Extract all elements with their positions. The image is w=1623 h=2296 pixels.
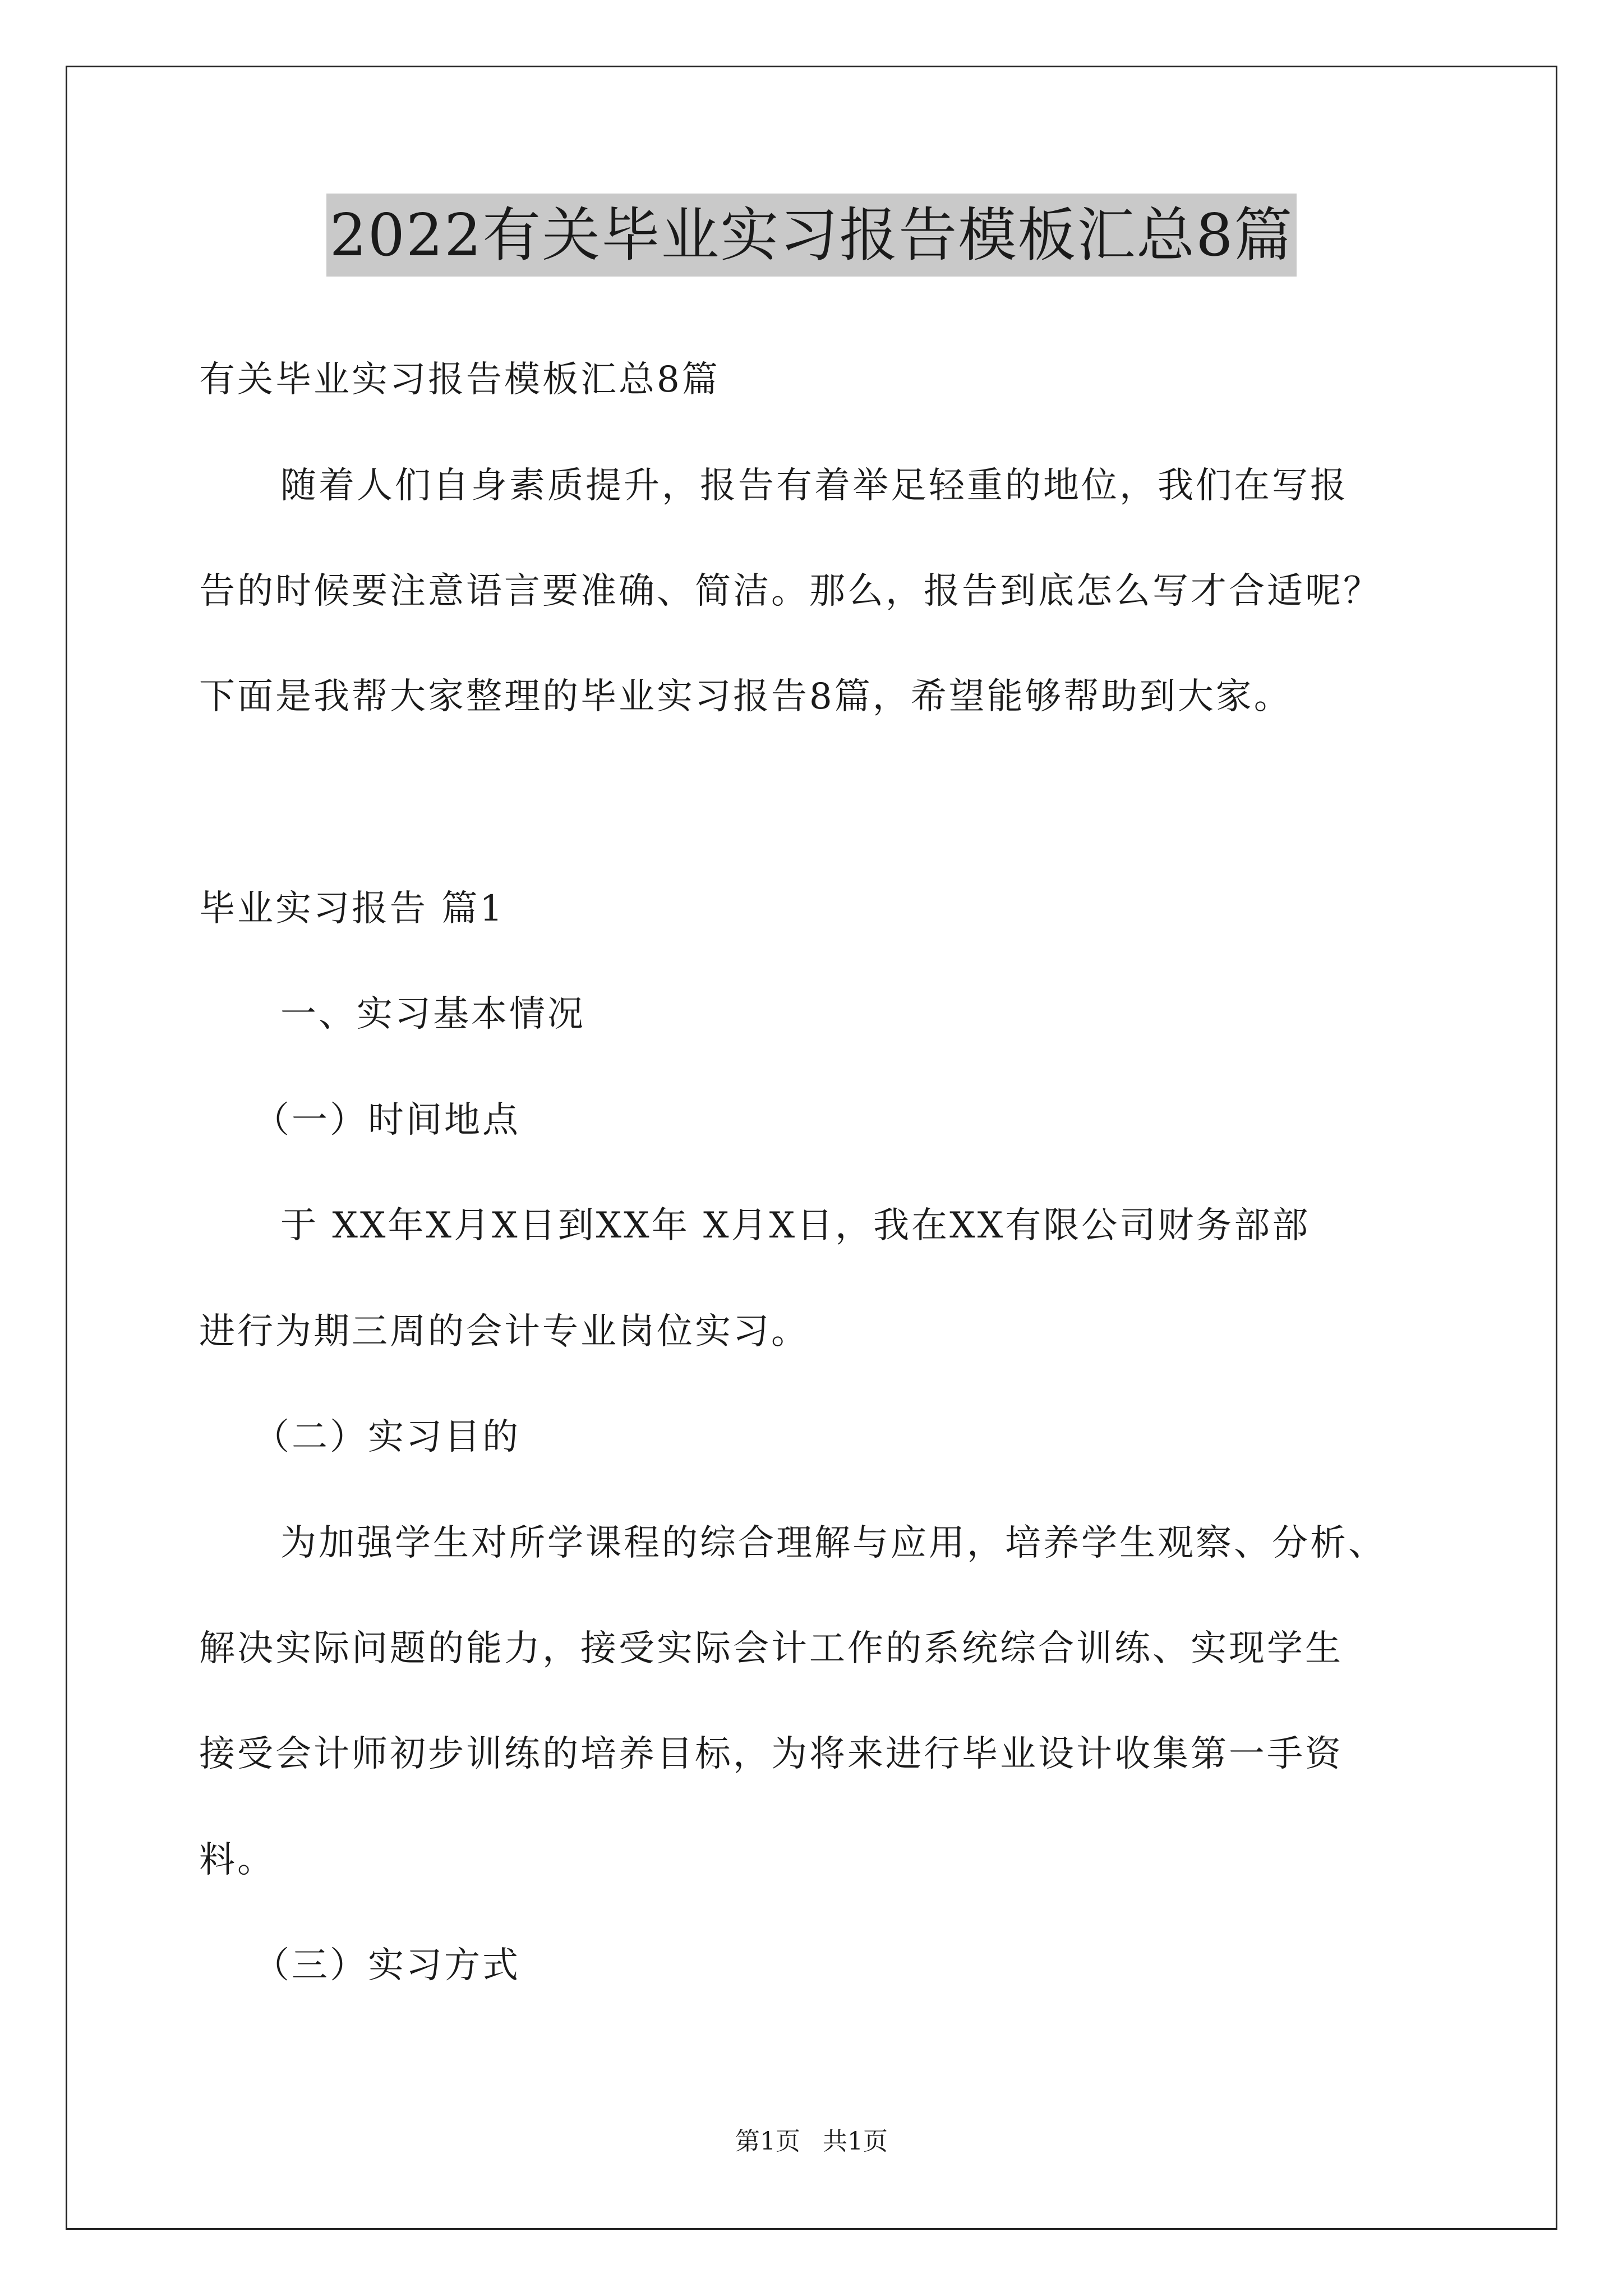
body-line: 下面是我帮大家整理的毕业实习报告8篇，希望能够帮助到大家。 [199,676,1292,717]
body-line: 告的时候要注意语言要准确、简洁。那么，报告到底怎么写才合适呢？ [199,570,1381,612]
page-footer [0,2126,1623,2157]
body-line: 为加强学生对所学课程的综合理解与应用，培养学生观察、分析、 [280,1522,1386,1564]
body-line: 随着人们自身素质提升，报告有着举足轻重的地位，我们在写报 [280,465,1348,507]
body-line: 于 XX年X月X日到XX年 X月X日，我在XX有限公司财务部部 [280,1205,1311,1246]
title-container [0,194,1623,277]
sub-heading: （一）时间地点 [253,1099,520,1141]
body-line: 解决实际问题的能力，接受实际会计工作的系统综合训练、实现学生 [199,1628,1343,1669]
document-title: 2022有关毕业实习报告模板汇总8篇 [326,194,1297,277]
body-line: 接受会计师初步训练的培养目标，为将来进行毕业设计收集第一手资 [199,1733,1343,1775]
page-number: 第1页 [735,2127,800,2156]
subtitle-line: 有关毕业实习报告模板汇总8篇 [199,359,720,401]
sub-heading: 一、实习基本情况 [280,993,585,1035]
section-heading: 毕业实习报告 篇1 [199,888,505,930]
body-line: 料。 [199,1839,275,1881]
page-total: 共1页 [823,2127,888,2156]
sub-heading: （三）实习方式 [253,1945,520,1986]
sub-heading: （二）实习目的 [253,1416,520,1458]
body-line: 进行为期三周的会计专业岗位实习。 [199,1311,809,1352]
